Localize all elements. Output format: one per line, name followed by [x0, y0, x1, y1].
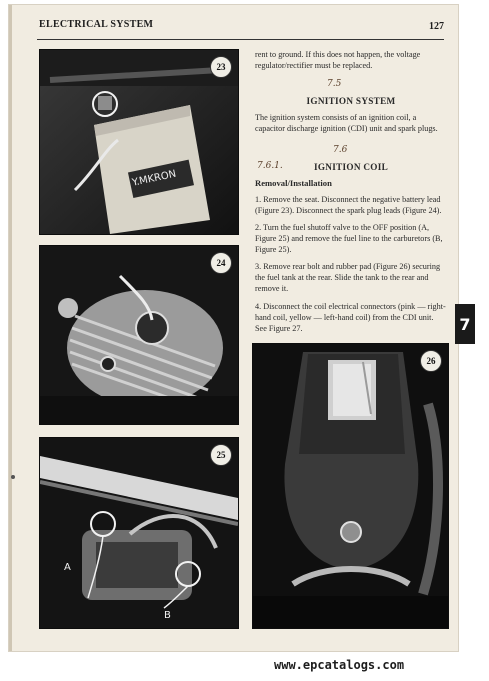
figure-26-photo — [253, 344, 448, 628]
step-3: 3. Remove rear bolt and rubber pad (Figure 26) securing the fuel tank at the rear. Slide the tank to the rear and remove it. — [255, 262, 441, 294]
figure-23 — [39, 49, 239, 235]
ignition-system-section — [255, 89, 447, 141]
figure-24 — [39, 245, 239, 425]
figure-23-photo — [40, 50, 238, 234]
chapter-tab: 7 — [455, 304, 475, 344]
handwritten-note-7-5: 7.5 — [327, 79, 342, 89]
ignition-coil-section — [255, 155, 447, 340]
figure-25-photo — [40, 438, 238, 628]
ignition-coil-heading: IGNITION COIL — [313, 162, 389, 172]
step-2: 2. Turn the fuel shutoff valve to the OFF position (A, Figure 25) and remove the fuel line to the carburetors (B, Figure 25). — [255, 223, 443, 255]
figure-25-number: 25 — [210, 444, 232, 466]
handwritten-note-7-6-1: 7.6.1. — [257, 161, 283, 171]
margin-mark — [11, 475, 15, 479]
manual-page — [8, 4, 459, 652]
step-1: 1. Remove the seat. Disconnect the negative battery lead (Figure 23). Disconnect the spark plug leads (Figure 24). — [255, 195, 442, 216]
step-4: 4. Disconnect the coil electrical connectors (pink — right-hand coil, yellow — left-hand coil) from the CDI unit. See Figure 27. — [255, 301, 446, 333]
figure-26 — [252, 343, 449, 629]
section-header: ELECTRICAL SYSTEM — [39, 19, 154, 30]
body-text-column — [255, 49, 447, 77]
figure-25-label-b: B — [164, 610, 171, 621]
ignition-system-paragraph: The ignition system consists of an ignition coil, a capacitor discharge ignition (CDI) unit and spark plugs. — [255, 113, 438, 134]
ignition-system-heading: IGNITION SYSTEM — [306, 96, 396, 106]
removal-installation-heading: Removal/Installation — [255, 178, 332, 189]
figure-25 — [39, 437, 239, 629]
figure-26-number: 26 — [420, 350, 442, 372]
page-number: 127 — [429, 21, 444, 32]
header-rule — [37, 39, 444, 40]
intro-paragraph: rent to ground. If this does not happen, the voltage regulator/rectifier must be replaced. — [255, 50, 421, 71]
figure-24-number: 24 — [210, 252, 232, 274]
figure-23-number: 23 — [210, 56, 232, 78]
figure-25-label-a: A — [64, 562, 71, 573]
footer-url[interactable]: www.epcatalogs.com — [274, 658, 405, 672]
figure-24-photo — [40, 246, 238, 424]
handwritten-note-7-6: 7.6 — [333, 145, 348, 155]
battery-brand-label: Y.MKRON — [131, 168, 178, 189]
